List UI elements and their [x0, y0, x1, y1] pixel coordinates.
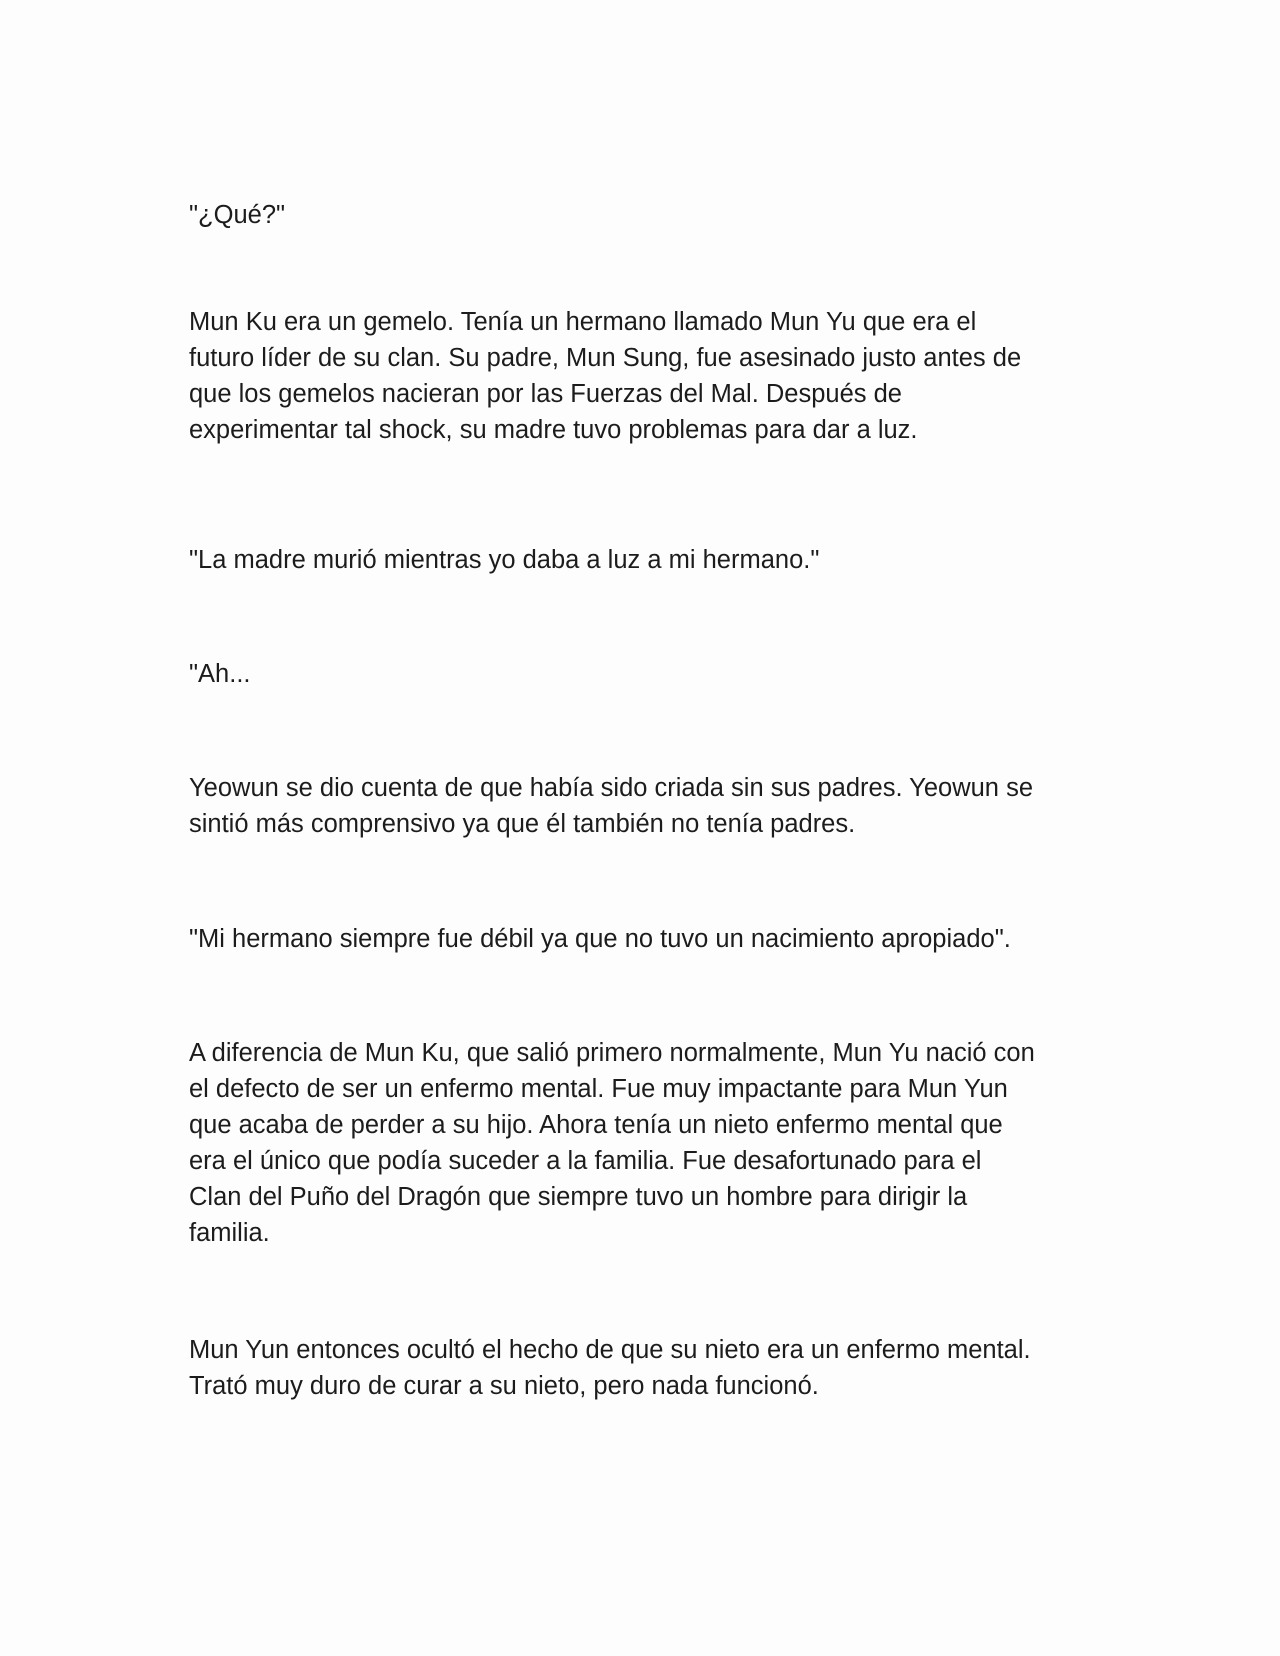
paragraph-line: "Ah... — [189, 660, 251, 688]
paragraph-line: Clan del Puño del Dragón que siempre tuvo un hombre para dirigir la — [189, 1183, 968, 1211]
paragraph-line: Yeowun se dio cuenta de que había sido criada sin sus padres. Yeowun se — [189, 774, 1034, 802]
paragraph-line: Trató muy duro de curar a su nieto, pero nada funcionó. — [189, 1372, 819, 1400]
paragraph-2 — [189, 304, 1109, 448]
paragraph-line: familia. — [189, 1219, 270, 1247]
paragraph-line: que los gemelos nacieran por las Fuerzas del Mal. Después de — [189, 380, 902, 408]
paragraph-8 — [189, 1332, 1109, 1404]
paragraph-line: futuro líder de su clan. Su padre, Mun Sung, fue asesinado justo antes de — [189, 344, 1022, 372]
paragraph-line: Mun Ku era un gemelo. Tenía un hermano llamado Mun Yu que era el — [189, 308, 977, 336]
paragraph-line: era el único que podía suceder a la familia. Fue desafortunado para el — [189, 1147, 982, 1175]
paragraph-line: "La madre murió mientras yo daba a luz a mi hermano." — [189, 546, 820, 574]
paragraph-line: A diferencia de Mun Ku, que salió primero normalmente, Mun Yu nació con — [189, 1039, 1035, 1067]
paragraph-line: Mun Yun entonces ocultó el hecho de que su nieto era un enfermo mental. — [189, 1336, 1031, 1364]
paragraph-7 — [189, 1035, 1109, 1251]
paragraph-line: experimentar tal shock, su madre tuvo problemas para dar a luz. — [189, 416, 918, 444]
paragraph-3 — [189, 542, 1109, 578]
paragraph-5 — [189, 770, 1109, 842]
paragraph-line: que acaba de perder a su hijo. Ahora tenía un nieto enfermo mental que — [189, 1111, 1003, 1139]
paragraph-1 — [189, 197, 1109, 233]
paragraph-6 — [189, 921, 1109, 957]
paragraph-line: "Mi hermano siempre fue débil ya que no tuvo un nacimiento apropiado". — [189, 925, 1011, 953]
paragraph-4 — [189, 656, 1109, 692]
paragraph-line: sintió más comprensivo ya que él también no tenía padres. — [189, 810, 856, 838]
paragraph-line: "¿Qué?" — [189, 201, 286, 229]
paragraph-line: el defecto de ser un enfermo mental. Fue muy impactante para Mun Yun — [189, 1075, 1008, 1103]
